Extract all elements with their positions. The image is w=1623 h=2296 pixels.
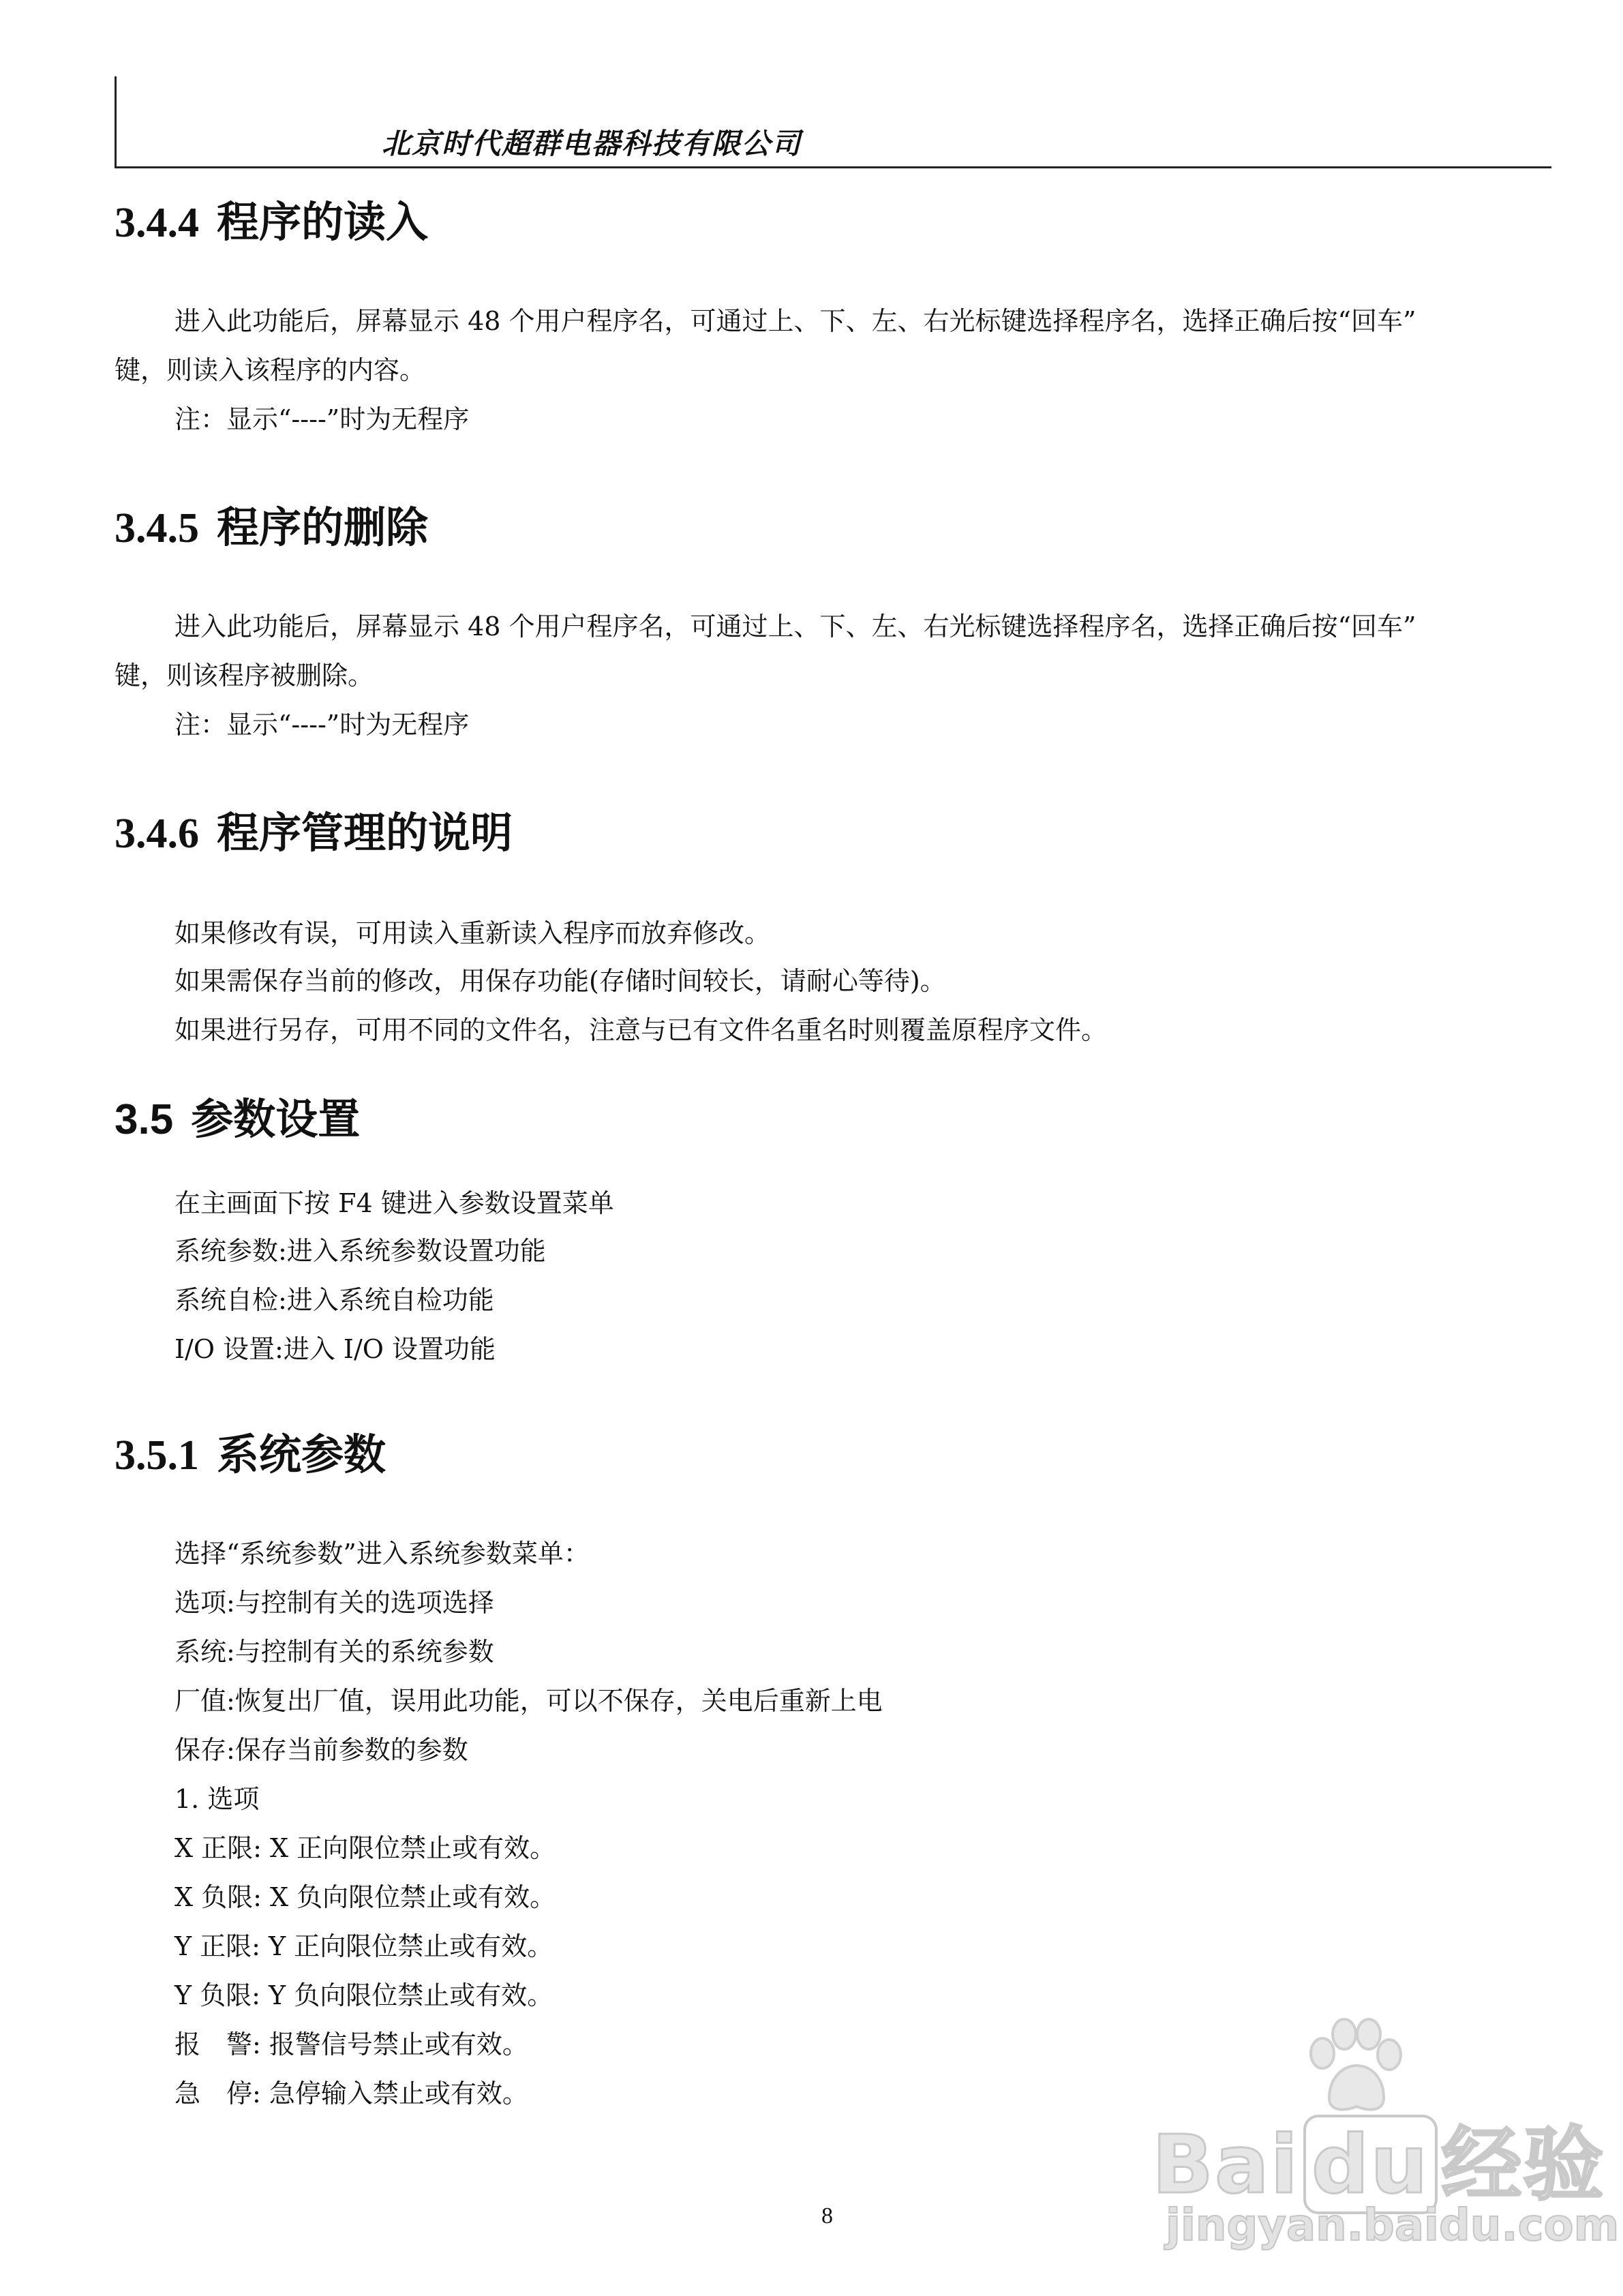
- section-title: 程序管理的说明: [217, 808, 513, 858]
- section-title: 程序的读入: [217, 197, 429, 247]
- list-item: 报 警: 报警信号禁止或有效。: [175, 2029, 528, 2059]
- heading-3-5: [115, 1085, 360, 1146]
- paragraph-line: 键，则该程序被删除。: [115, 661, 374, 691]
- paragraph-line: 系统参数:进入系统参数设置功能: [175, 1236, 546, 1266]
- paragraph-line: 进入此功能后，屏幕显示 48 个用户程序名，可通过上、下、左、右光标键选择程序名，选择正确后按“回车”: [175, 306, 1416, 336]
- note: 注：显示“----”时为无程序: [175, 710, 470, 740]
- paragraph-line: 选择“系统参数”进入系统参数菜单：: [175, 1539, 590, 1569]
- section-number: 3.5: [115, 1096, 174, 1143]
- heading-3-4-4: [115, 188, 428, 249]
- company-name: 北京时代超群电器科技有限公司: [382, 127, 802, 160]
- paragraph-line: 系统:与控制有关的系统参数: [175, 1637, 494, 1667]
- page-number: 8: [821, 2203, 833, 2229]
- list-heading: 1. 选项: [175, 1784, 260, 1814]
- list-item: Y 正限: Y 正向限位禁止或有效。: [175, 1931, 553, 1961]
- paragraph-line: 如果需保存当前的修改，用保存功能(存储时间较长，请耐心等待)。: [175, 966, 946, 996]
- paragraph-line: 在主画面下按 F4 键进入参数设置菜单: [175, 1188, 614, 1218]
- note: 注：显示“----”时为无程序: [175, 404, 470, 434]
- list-item: 急 停: 急停输入禁止或有效。: [175, 2079, 528, 2109]
- header-rule: [115, 166, 1551, 168]
- list-item: X 正限: X 正向限位禁止或有效。: [175, 1833, 556, 1863]
- watermark-url: jingyan.baidu.com: [1166, 2201, 1620, 2251]
- paw-icon: [1302, 2018, 1404, 2113]
- paragraph-line: 保存:保存当前参数的参数: [175, 1735, 468, 1765]
- paragraph-line: 选项:与控制有关的选项选择: [175, 1588, 494, 1618]
- heading-3-5-1: [115, 1421, 386, 1481]
- paragraph-line: I/O 设置:进入 I/O 设置功能: [175, 1334, 496, 1364]
- heading-3-4-6: [115, 799, 513, 860]
- watermark-brand: Bai du 经验: [1152, 2100, 1605, 2216]
- section-number: 3.4.4: [115, 200, 199, 246]
- baidu-jingyan-watermark: [1125, 2018, 1620, 2277]
- heading-3-4-5: [115, 494, 428, 554]
- paragraph-line: 键，则读入该程序的内容。: [115, 355, 426, 385]
- section-number: 3.5.1: [115, 1432, 199, 1479]
- section-title: 程序的删除: [217, 502, 429, 552]
- section-title: 参数设置: [191, 1094, 361, 1144]
- list-item: Y 负限: Y 负向限位禁止或有效。: [175, 1980, 553, 2010]
- header-vertical-rule: [115, 76, 117, 166]
- paragraph-line: 进入此功能后，屏幕显示 48 个用户程序名，可通过上、下、左、右光标键选择程序名，选择正确后按“回车”: [175, 611, 1416, 641]
- paragraph-line: 系统自检:进入系统自检功能: [175, 1285, 494, 1315]
- section-number: 3.4.6: [115, 811, 199, 857]
- paragraph-line: 如果进行另存，可用不同的文件名，注意与已有文件名重名时则覆盖原程序文件。: [175, 1015, 1108, 1045]
- list-item: X 负限: X 负向限位禁止或有效。: [175, 1882, 556, 1912]
- section-number: 3.4.5: [115, 505, 199, 552]
- section-title: 系统参数: [217, 1430, 386, 1479]
- paragraph-line: 如果修改有误，可用读入重新读入程序而放弃修改。: [175, 918, 771, 948]
- paragraph-line: 厂值:恢复出厂值，误用此功能，可以不保存，关电后重新上电: [175, 1686, 883, 1716]
